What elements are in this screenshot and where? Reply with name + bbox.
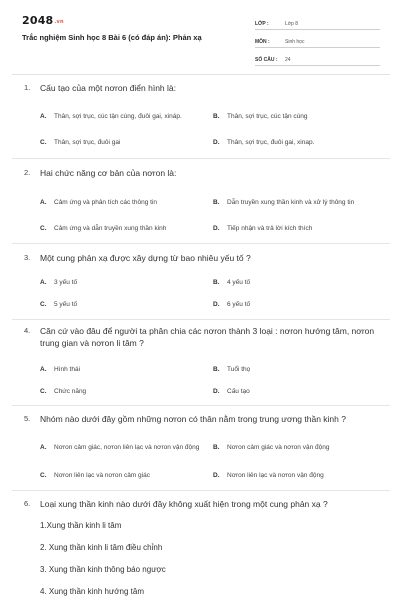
- option-letter: A.: [40, 198, 47, 206]
- option-text: Thân, sợi trục, cúc tận cùng: [227, 112, 308, 120]
- option-letter: C.: [40, 387, 47, 395]
- question-text: Căn cứ vào đâu để người ta phân chia các nơron thành 3 loại : nơron hướng tâm, nơron trung gian và nơron li tâm ?: [40, 326, 375, 348]
- option-letter: A.: [40, 365, 47, 373]
- meta-row-class: [255, 14, 380, 30]
- question-divider: [12, 158, 390, 159]
- question-text: Loại xung thần kinh nào dưới đây không xuất hiện trong một cung phản xạ ?: [40, 499, 328, 509]
- option-text: Tuổi thọ: [227, 365, 251, 373]
- option-d[interactable]: [213, 136, 367, 148]
- meta-value: 24: [285, 57, 291, 63]
- question-text: Cấu tạo của một nơron điển hình là:: [40, 83, 176, 93]
- option-c[interactable]: [40, 469, 204, 481]
- option-b[interactable]: [213, 190, 377, 214]
- option-text: Thân, sợi trục, đuôi gai: [54, 138, 121, 146]
- meta-row-subject: [255, 32, 380, 48]
- option-letter: B.: [213, 198, 220, 206]
- option-a[interactable]: [40, 104, 189, 128]
- option-b[interactable]: [213, 104, 367, 128]
- option-text: Cấu tạo: [227, 387, 250, 395]
- option-a[interactable]: [40, 276, 194, 288]
- meta-panel: [255, 14, 380, 68]
- option-text: Nơron cảm giác và nơron vận động: [227, 443, 330, 451]
- option-text: Nơron cảm giác, nơron liên lạc và nơron vận động: [54, 443, 200, 451]
- option-d[interactable]: [213, 298, 367, 310]
- option-c[interactable]: [40, 298, 194, 310]
- option-b[interactable]: [213, 276, 367, 288]
- question-text: Một cung phản xạ được xây dựng từ bao nhiêu yếu tố ?: [40, 253, 251, 263]
- option-letter: B.: [213, 443, 220, 451]
- option-text: Chức năng: [54, 387, 87, 395]
- question-number: 1.: [24, 83, 31, 92]
- option-text: 4 yếu tố: [227, 278, 251, 286]
- option-c[interactable]: [40, 385, 194, 397]
- site-logo[interactable]: 2048.vn: [22, 14, 64, 27]
- option-text: Hình thái: [54, 365, 81, 373]
- option-c[interactable]: [40, 136, 194, 148]
- list-item: 2. Xung thần kinh li tâm điều chỉnh: [40, 543, 163, 552]
- option-letter: D.: [213, 224, 220, 232]
- option-text: 5 yếu tố: [54, 300, 78, 308]
- option-letter: D.: [213, 387, 220, 395]
- option-text: 3 yếu tố: [54, 278, 78, 286]
- question-divider: [12, 490, 390, 491]
- question-number: 2.: [24, 168, 31, 177]
- meta-label: LỚP :: [255, 21, 269, 27]
- option-letter: B.: [213, 112, 220, 120]
- question-divider: [12, 319, 390, 320]
- option-text: Tiếp nhận và trả lời kích thích: [227, 224, 313, 232]
- question-text: Nhóm nào dưới đây gồm những nơron có thân nằm trong trung ương thần kinh ?: [40, 414, 346, 424]
- document-header: [0, 0, 400, 76]
- option-a[interactable]: [40, 435, 204, 459]
- meta-row-count: [255, 50, 380, 66]
- option-letter: C.: [40, 471, 47, 479]
- option-letter: C.: [40, 138, 47, 146]
- question-text: Hai chức năng cơ bản của nơron là:: [40, 168, 177, 178]
- option-b[interactable]: [213, 435, 377, 459]
- option-b[interactable]: [213, 363, 367, 375]
- question-divider: [12, 405, 390, 406]
- list-item: 3. Xung thần kinh thông báo ngược: [40, 565, 166, 574]
- question-number: 3.: [24, 253, 31, 262]
- meta-label: SỐ CÂU :: [255, 57, 278, 63]
- option-letter: D.: [213, 138, 220, 146]
- question-number: 6.: [24, 499, 31, 508]
- option-letter: D.: [213, 300, 220, 308]
- option-d[interactable]: [213, 222, 367, 234]
- meta-value: Sinh học: [285, 39, 305, 45]
- option-letter: C.: [40, 224, 47, 232]
- option-a[interactable]: [40, 363, 194, 375]
- option-text: Dẫn truyền xung thần kinh và xử lý thông tin: [227, 198, 355, 206]
- question-number: 5.: [24, 414, 31, 423]
- option-letter: A.: [40, 278, 47, 286]
- option-text: Nơron liên lạc và nơron cảm giác: [54, 471, 150, 479]
- option-letter: C.: [40, 300, 47, 308]
- option-text: Cảm ứng và dẫn truyền xung thần kinh: [54, 224, 167, 232]
- document-title: Trắc nghiệm Sinh học 8 Bài 6 (có đáp án): Phản xạ: [22, 33, 202, 42]
- question-divider: [12, 243, 390, 244]
- header-divider: [12, 74, 390, 75]
- list-item: 1.Xung thần kinh li tâm: [40, 521, 122, 530]
- option-letter: B.: [213, 365, 220, 373]
- option-letter: B.: [213, 278, 220, 286]
- option-letter: A.: [40, 112, 47, 120]
- option-text: Thân, sợi trục, cúc tận cùng, đuôi gai, xináp.: [54, 112, 182, 120]
- question-number: 4.: [24, 326, 31, 335]
- option-letter: D.: [213, 471, 220, 479]
- option-text: 6 yếu tố: [227, 300, 251, 308]
- option-text: Nơron liên lạc và nơron vận động: [227, 471, 324, 479]
- meta-label: MÔN :: [255, 39, 270, 45]
- option-d[interactable]: [213, 385, 367, 397]
- option-letter: A.: [40, 443, 47, 451]
- option-d[interactable]: [213, 469, 377, 481]
- list-item: 4. Xung thần kinh hướng tâm: [40, 587, 144, 596]
- option-text: Thân, sợi trục, đuôi gai, xinap.: [227, 138, 315, 146]
- option-a[interactable]: [40, 190, 204, 214]
- option-text: Cảm ứng và phân tích các thông tin: [54, 198, 157, 206]
- meta-value: Lớp 8: [285, 21, 299, 27]
- option-c[interactable]: [40, 222, 209, 234]
